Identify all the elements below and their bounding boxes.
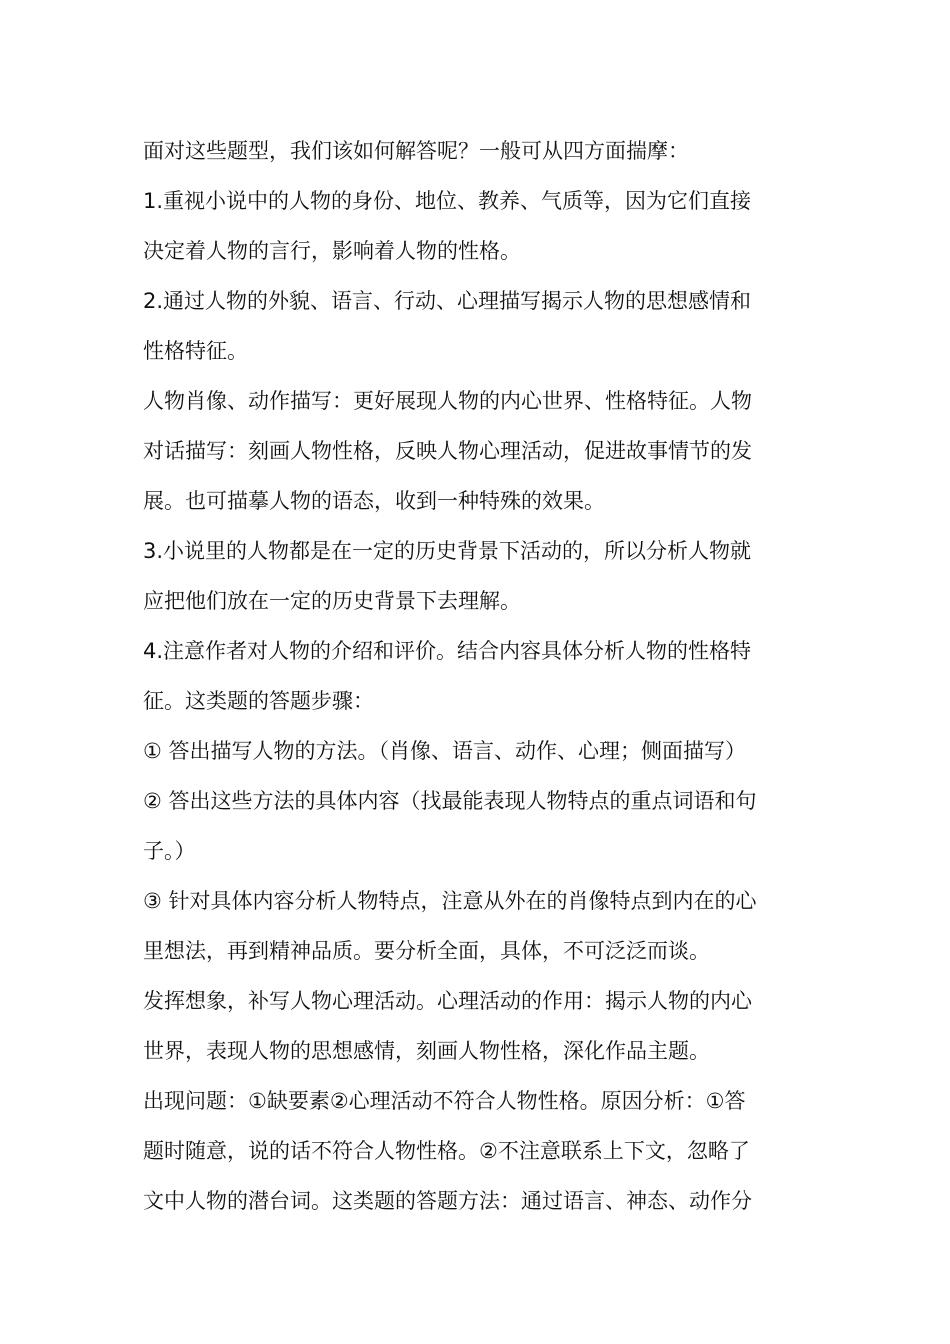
text-line-dialogue: 对话描写：刻画人物性格，反映人物心理活动，促进故事情节的发 (143, 439, 752, 463)
text-line-imagination-cont: 世界，表现人物的思想感情，刻画人物性格，深化作品主题。 (143, 1039, 710, 1063)
text-line-point3: 3.小说里的人物都是在一定的历史背景下活动的，所以分析人物就 (143, 539, 752, 563)
text-line-point3-cont: 应把他们放在一定的历史背景下去理解。 (143, 589, 521, 613)
text-line-point1-cont: 决定着人物的言行，影响着人物的性格。 (143, 239, 521, 263)
text-line-point1: 1.重视小说中的人物的身份、地位、教养、气质等，因为它们直接 (143, 189, 752, 213)
text-line-step3-cont: 里想法，再到精神品质。要分析全面，具体，不可泛泛而谈。 (143, 939, 710, 963)
text-line-portrait: 人物肖像、动作描写：更好展现人物的内心世界、性格特征。人物 (143, 389, 752, 413)
text-line-point4: 4.注意作者对人物的介绍和评价。结合内容具体分析人物的性格特 (143, 639, 752, 663)
text-line-step1: ① 答出描写人物的方法。（肖像、语言、动作、心理；侧面描写） (143, 739, 746, 763)
text-line-step3: ③ 针对具体内容分析人物特点，注意从外在的肖像特点到内在的心 (143, 889, 757, 913)
text-line-intro: 面对这些题型，我们该如何解答呢？一般可从四方面揣摩： (143, 139, 689, 163)
text-line-imagination: 发挥想象，补写人物心理活动。心理活动的作用：揭示人物的内心 (143, 989, 752, 1013)
text-line-dialogue-cont: 展。也可描摹人物的语态，收到一种特殊的效果。 (143, 489, 605, 513)
text-line-point2: 2.通过人物的外貌、语言、行动、心理描写揭示人物的思想感情和 (143, 289, 752, 313)
text-line-step2: ② 答出这些方法的具体内容（找最能表现人物特点的重点词语和句 (143, 789, 757, 813)
text-line-point4-cont: 征。这类题的答题步骤： (143, 689, 374, 713)
text-line-step2-cont: 子。） (143, 839, 196, 863)
text-line-point2-cont: 性格特征。 (143, 339, 248, 363)
text-line-problems: 出现问题：①缺要素②心理活动不符合人物性格。原因分析：①答 (143, 1089, 746, 1113)
text-line-method: 文中人物的潜台词。这类题的答题方法：通过语言、神态、动作分 (143, 1189, 752, 1213)
document-body (143, 126, 811, 1226)
text-line-problems-cont: 题时随意，说的话不符合人物性格。②不注意联系上下文，忽略了 (143, 1139, 750, 1163)
